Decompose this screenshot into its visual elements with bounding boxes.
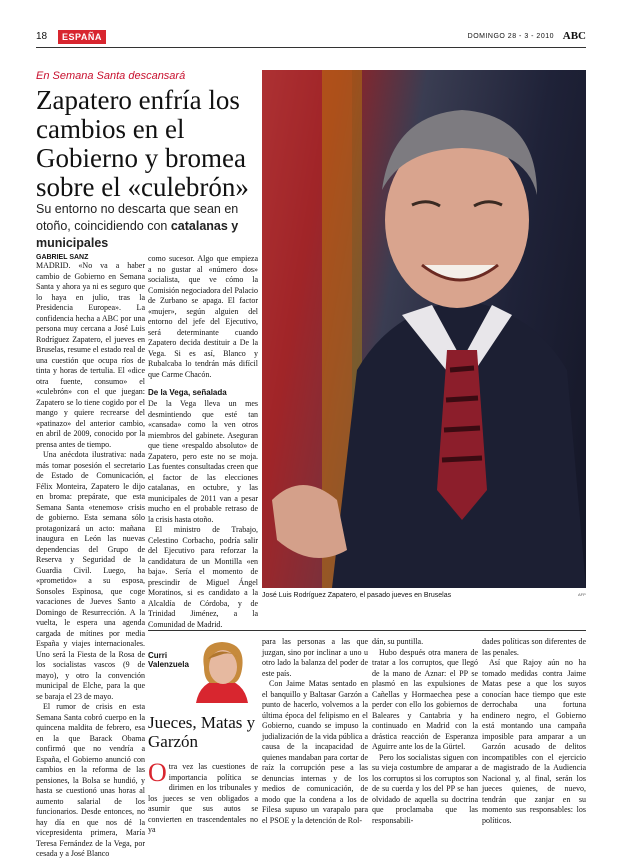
dropcap: O [148, 758, 167, 787]
deck-text: Su entorno no descarta que sean en otoño, coincidiendo con [36, 202, 239, 233]
header-rule [36, 47, 586, 48]
opinion-author [148, 651, 189, 669]
lead-photo [262, 70, 586, 588]
section-label: ESPAÑA [58, 30, 106, 44]
photo-caption: José Luis Rodríguez Zapatero, el pasado jueves en Bruselas [262, 592, 452, 599]
paragraph: como sucesor. Algo que empieza a no gustar al «número dos» socialista, que ve cómo la Comisión negociadora del Palacio de Zurbano se apaga. El factor «mujer», según alguien del entorno del jefe del Ejecutivo, será determinante cuando Zapatero decida destituir a De la Vega. Si es así, Blanco y Rubalcaba lo tendrán más difícil que Carme Chacón. [148, 254, 258, 379]
kicker: En Semana Santa descansará [36, 70, 186, 82]
paragraph-text: tra vez las cuestiones de importancia política se dirimen en los tribunales y los jueces se ven obligados a asumir que sus autos se convierten en trascendentales no ya [148, 762, 258, 834]
paragraph [148, 758, 258, 836]
byline: GABRIEL SANZ [36, 254, 89, 261]
paragraph: Una anécdota ilustrativa: nada más tomar posesión el secretario de Estado de Comunicación, Félix Monteira, Zapatero le dijo en broma: prepárate, que esta Semana Santa «tenemos» crisis de gobierno. Esta semana sólo protagonizará un acto: mañana inaugura en León las nuevas dependencias del Grupo de Reserva y Seguridad de la Guardia Civil. Luego, ha «prometido» a su esposa, Sonsoles Espinosa, que coge vacaciones de Jueves Santo a Domingo de Resurrección. A la vuelta, le espera una agenda cargada de mítines por media España y viajes internacionales. Uno será la Fiesta de la Rosa de los socialistas vascos (9 de mayo), y otro la convención municipal de Elche, para la que se baraja el 23 de mayo. [36, 450, 145, 701]
paragraph: Así que Rajoy aún no ha tomado medidas contra Jaime Matas pese a que los suyos conocían hace tiempo que este derrochaba una fortuna endinero negro, el Gobierno está montando una campaña imposible para amparar a un Garzón acusado de delitos incompatibles con el ejercicio de magistrado de la Audiencia Nacional y, al final, serán los jueces quienes, de nuevo, tendrán que zanjar en su momento sus responsables: los políticos. [482, 658, 586, 825]
opinion-column-3 [372, 637, 478, 848]
paragraph: Hubo después otra manera de tratar a los corruptos, que llegó de la mano de Aznar: el PP se plasmó en las expulsiones de Cañellas y Hormaechea pese a perder con ello los gobiernos de Baleares y Cantabria y ha continuado en Madrid con la drástica reacción de Esperanza Aguirre ante los de la Gürtel. [372, 647, 478, 751]
paragraph: De la Vega lleva un mes desmintiendo que esté tan «cansada» como la ven otros miembros del gabinete. Aseguran que tiene «respaldo absoluto» de Zapatero, pero este no se moja. Las fuentes consultadas creen que el factor de las elecciones catalanas, en octubre, y las municipales de 2011 van a pesar mucho en el probable retraso de la crisis hasta otoño. [148, 399, 258, 524]
article-column-2 [148, 254, 258, 629]
photo-credit: AFP [578, 592, 586, 597]
opinion-column-1 [148, 758, 258, 848]
paragraph: Pero los socialistas siguen con su vieja costumbre de amparar a los corruptos si los corruptos son de su cuerda y los del PP se han olvidado de aquella su doctrina que proclamaba que las responsabili- [372, 752, 478, 825]
paragraph: dán, su puntilla. [372, 637, 424, 646]
article-column-1 [36, 254, 145, 858]
opinion-column-2 [262, 637, 368, 848]
page-header [36, 30, 586, 46]
portrait-illustration [262, 70, 586, 588]
opinion-column-4 [482, 637, 586, 848]
paragraph: dades políticas son diferentes de las penales. [482, 637, 586, 657]
author-portrait [190, 637, 254, 703]
paragraph: El ministro de Trabajo, Celestino Corbacho, podría salir del Ejecutivo para reforzar la candidatura de un Montilla «en baja». Sería el momento de prescindir de Miguel Ángel Moratinos, si es candidato a la Alcaldía de Córdoba, y de Trinidad Jiménez, a la Comunidad de Madrid. [148, 525, 258, 629]
author-last: Valenzuela [148, 660, 189, 669]
paragraph: Con Jaime Matas sentado en el banquillo y Baltasar Garzón a punto de hacerlo, volvemos a la última época del felipismo en el Gobierno, cuando se impuso la judialización de la vida pública a causa de la incapacidad de quienes mandaban para cortar de raíz la corrupción pese a las denuncias internas y de los medios de comunicación, de modo que la condena a los de Filesa supuso un varapalo para el PSOE y la detención de Rol- [262, 679, 368, 825]
opinion-title: Jueces, Matas y Garzón [148, 713, 256, 751]
paragraph: MADRID. «No va a haber cambio de Gobierno en Semana Santa y ahora ya ni es seguro que lo haya en julio, tras la Presidencia Europea». La confidencia hecha a ABC por una persona muy cercana a José Luis Rodríguez Zapatero, el jueves en Bruselas, resume el estado real de una cuestión que ocupa ríos de tinta y horas de tertulia. El «dice otra fuente, consumo» el «culebrón» con el que juegan: Zapatero se lo tiene cogido por el mango y quiere recrearse del «patinazo» del anterior cambio, en abril de 2009, conocido por la prensa antes de tiempo. [36, 261, 145, 449]
deck [36, 201, 261, 252]
deck-bold: catalanas y municipales [36, 219, 239, 250]
brand-logo: ABC [562, 30, 586, 42]
paragraph: para las personas a las que juzgan, sino por inclinar a uno u otro lado la balanza del poder de este país. [262, 637, 368, 678]
paragraph: El rumor de crisis en esta Semana Santa cobró cuerpo en la quincena maldita de febrero, esa en la que Barack Obama confirmó que no vendría a España, el Gobierno anunció con cambios en la reforma de las pensiones, la Bolsa se hundió, y hasta se cuestionó unas horas al aumento salarial de los funcionarios. Desde entonces, no hay día en que nos dé la vicepresidenta primera, María Teresa Fernández de la Vega, por cesada y a José Blanco [36, 702, 145, 858]
author-first: Curri [148, 651, 168, 660]
dateline: DOMINGO 28 - 3 - 2010 [467, 33, 554, 40]
subheading: De la Vega, señalada [148, 388, 227, 397]
opinion-divider [148, 630, 586, 631]
page-number: 18 [36, 31, 48, 42]
headline: Zapatero enfría los cambios en el Gobierno y bromea sobre el «culebrón» [36, 85, 249, 202]
